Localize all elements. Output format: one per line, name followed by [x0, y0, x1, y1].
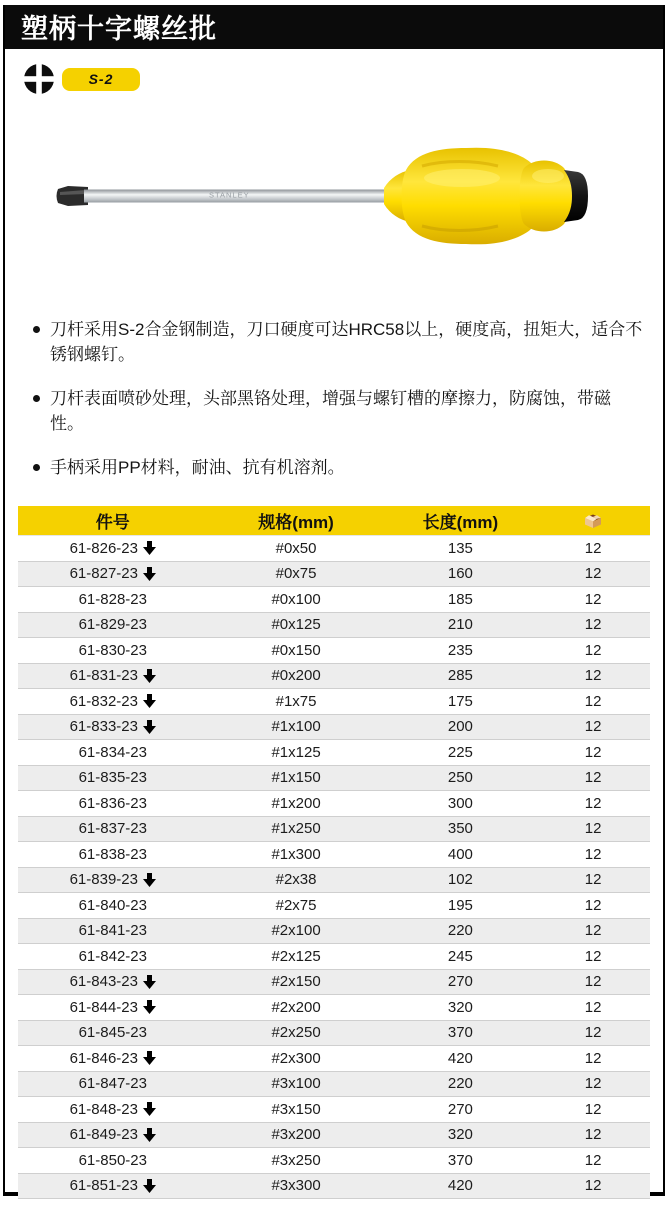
part-number-cell: [18, 995, 208, 1021]
spec-table-head: [18, 506, 650, 536]
table-row: [18, 1071, 650, 1097]
spec-cell: #1x200: [208, 791, 385, 817]
col-header-part-number: 件号: [18, 506, 208, 536]
qty-cell: 12: [536, 765, 650, 791]
phillips-drive-icon: [23, 63, 55, 95]
table-row: [18, 714, 650, 740]
down-arrow-icon: [143, 975, 156, 989]
qty-cell: 12: [536, 561, 650, 587]
table-row: [18, 867, 650, 893]
table-row: [18, 740, 650, 766]
length-cell: 370: [385, 1020, 537, 1046]
length-cell: 250: [385, 765, 537, 791]
spec-cell: #1x125: [208, 740, 385, 766]
spec-cell: #1x100: [208, 714, 385, 740]
length-cell: 210: [385, 612, 537, 638]
table-row: [18, 587, 650, 613]
table-row: [18, 689, 650, 715]
feature-item: 刀杆表面喷砂处理，头部黑铬处理，增强与螺钉槽的摩擦力，防腐蚀，带磁性。: [31, 386, 643, 436]
table-row: [18, 561, 650, 587]
qty-cell: 12: [536, 791, 650, 817]
spec-cell: #3x250: [208, 1148, 385, 1174]
length-cell: 200: [385, 714, 537, 740]
part-number-cell: [18, 842, 208, 868]
part-number-cell: [18, 663, 208, 689]
length-cell: 225: [385, 740, 537, 766]
length-cell: 270: [385, 969, 537, 995]
down-arrow-icon: [143, 720, 156, 734]
length-cell: 420: [385, 1173, 537, 1199]
length-cell: 400: [385, 842, 537, 868]
part-number: 61-848-23: [69, 1100, 138, 1118]
part-number-cell: [18, 689, 208, 715]
qty-cell: 12: [536, 536, 650, 562]
part-number-cell: [18, 969, 208, 995]
spec-cell: #1x150: [208, 765, 385, 791]
table-row: [18, 1020, 650, 1046]
s2-steel-badge: S-2: [62, 68, 140, 91]
spec-cell: #2x38: [208, 867, 385, 893]
length-cell: 245: [385, 944, 537, 970]
qty-cell: 12: [536, 1020, 650, 1046]
col-header-length: 长度(mm): [385, 506, 537, 536]
spec-cell: #0x50: [208, 536, 385, 562]
spec-cell: #2x300: [208, 1046, 385, 1072]
qty-cell: 12: [536, 995, 650, 1021]
spec-cell: #2x250: [208, 1020, 385, 1046]
table-row: [18, 842, 650, 868]
qty-cell: 12: [536, 663, 650, 689]
part-number: 61-849-23: [69, 1126, 138, 1144]
screwdriver-illustration: [54, 126, 614, 266]
qty-cell: 12: [536, 867, 650, 893]
table-row: [18, 765, 650, 791]
spec-cell: #0x100: [208, 587, 385, 613]
spec-cell: #2x100: [208, 918, 385, 944]
part-number: 61-835-23: [78, 769, 147, 787]
qty-cell: 12: [536, 969, 650, 995]
length-cell: 320: [385, 1122, 537, 1148]
part-number: 61-827-23: [69, 565, 138, 583]
part-number: 61-832-23: [69, 692, 138, 710]
down-arrow-icon: [143, 873, 156, 887]
down-arrow-icon: [143, 567, 156, 581]
spec-cell: #0x125: [208, 612, 385, 638]
part-number: 61-851-23: [69, 1177, 138, 1195]
length-cell: 420: [385, 1046, 537, 1072]
part-number-cell: [18, 893, 208, 919]
feature-list: [31, 317, 643, 480]
part-number: 61-837-23: [78, 820, 147, 838]
part-number: 61-831-23: [69, 667, 138, 685]
part-number-cell: [18, 1148, 208, 1174]
spec-cell: #3x150: [208, 1097, 385, 1123]
length-cell: 285: [385, 663, 537, 689]
table-row: [18, 791, 650, 817]
length-cell: 300: [385, 791, 537, 817]
part-number-cell: [18, 1097, 208, 1123]
length-cell: 175: [385, 689, 537, 715]
qty-cell: 12: [536, 1097, 650, 1123]
qty-cell: 12: [536, 944, 650, 970]
table-row: [18, 1173, 650, 1199]
length-cell: 350: [385, 816, 537, 842]
table-row: [18, 893, 650, 919]
down-arrow-icon: [143, 1051, 156, 1065]
part-number-cell: [18, 536, 208, 562]
spec-cell: #1x250: [208, 816, 385, 842]
spec-cell: #0x150: [208, 638, 385, 664]
part-number: 61-845-23: [78, 1024, 147, 1042]
length-cell: 220: [385, 918, 537, 944]
page-title: 塑柄十字螺丝批: [21, 13, 217, 44]
part-number: 61-830-23: [78, 641, 147, 659]
table-row: [18, 995, 650, 1021]
part-number-cell: [18, 714, 208, 740]
part-number: 61-836-23: [78, 794, 147, 812]
qty-cell: 12: [536, 842, 650, 868]
part-number-cell: [18, 918, 208, 944]
part-number: 61-842-23: [78, 947, 147, 965]
table-row: [18, 1046, 650, 1072]
table-row: [18, 536, 650, 562]
col-header-spec: 规格(mm): [208, 506, 385, 536]
part-number-cell: [18, 944, 208, 970]
part-number-cell: [18, 587, 208, 613]
table-row: [18, 816, 650, 842]
qty-cell: 12: [536, 1071, 650, 1097]
qty-cell: 12: [536, 816, 650, 842]
down-arrow-icon: [143, 669, 156, 683]
table-row: [18, 663, 650, 689]
qty-cell: 12: [536, 638, 650, 664]
length-cell: 220: [385, 1071, 537, 1097]
length-cell: 270: [385, 1097, 537, 1123]
part-number: 61-850-23: [78, 1151, 147, 1169]
spec-cell: #0x75: [208, 561, 385, 587]
qty-cell: 12: [536, 1046, 650, 1072]
table-row: [18, 944, 650, 970]
qty-cell: 12: [536, 893, 650, 919]
down-arrow-icon: [143, 1000, 156, 1014]
spec-cell: #3x100: [208, 1071, 385, 1097]
table-row: [18, 1122, 650, 1148]
spec-cell: #0x200: [208, 663, 385, 689]
part-number-cell: [18, 791, 208, 817]
part-number: 61-828-23: [78, 590, 147, 608]
part-number: 61-847-23: [78, 1075, 147, 1093]
length-cell: 160: [385, 561, 537, 587]
spec-cell: #2x150: [208, 969, 385, 995]
table-row: [18, 918, 650, 944]
spec-cell: #2x200: [208, 995, 385, 1021]
length-cell: 185: [385, 587, 537, 613]
part-number-cell: [18, 867, 208, 893]
part-number-cell: [18, 1020, 208, 1046]
part-number: 61-843-23: [69, 973, 138, 991]
carton-icon: [583, 513, 603, 529]
table-row: [18, 1097, 650, 1123]
part-number: 61-829-23: [78, 616, 147, 634]
qty-cell: 12: [536, 1173, 650, 1199]
part-number: 61-833-23: [69, 718, 138, 736]
feature-item: 手柄采用PP材料，耐油、抗有机溶剂。: [31, 455, 643, 480]
part-number: 61-846-23: [69, 1049, 138, 1067]
part-number-cell: [18, 638, 208, 664]
part-number-cell: [18, 1173, 208, 1199]
part-number: 61-844-23: [69, 998, 138, 1016]
part-number: 61-841-23: [78, 922, 147, 940]
part-number-cell: [18, 740, 208, 766]
table-row: [18, 638, 650, 664]
length-cell: 235: [385, 638, 537, 664]
part-number: 61-840-23: [78, 896, 147, 914]
part-number-cell: [18, 1122, 208, 1148]
qty-cell: 12: [536, 918, 650, 944]
part-number: 61-826-23: [69, 539, 138, 557]
table-row: [18, 1148, 650, 1174]
qty-cell: 12: [536, 740, 650, 766]
down-arrow-icon: [143, 1128, 156, 1142]
length-cell: 195: [385, 893, 537, 919]
part-number-cell: [18, 816, 208, 842]
spec-cell: #3x200: [208, 1122, 385, 1148]
spec-table-body: [18, 536, 650, 1199]
feature-item: 刀杆采用S-2合金钢制造，刀口硬度可达HRC58以上，硬度高，扭矩大，适合不锈钢螺钉。: [31, 317, 643, 367]
table-row: [18, 612, 650, 638]
spec-cell: #3x300: [208, 1173, 385, 1199]
title-bar: [5, 5, 663, 49]
down-arrow-icon: [143, 1102, 156, 1116]
spec-table: [18, 506, 650, 1199]
qty-cell: 12: [536, 714, 650, 740]
length-cell: 320: [385, 995, 537, 1021]
part-number-cell: [18, 612, 208, 638]
spec-cell: #1x300: [208, 842, 385, 868]
spec-cell: #1x75: [208, 689, 385, 715]
part-number: 61-839-23: [69, 871, 138, 889]
qty-cell: 12: [536, 612, 650, 638]
length-cell: 102: [385, 867, 537, 893]
qty-cell: 12: [536, 689, 650, 715]
table-row: [18, 969, 650, 995]
product-image: [5, 121, 663, 271]
part-number: 61-834-23: [78, 743, 147, 761]
qty-cell: 12: [536, 587, 650, 613]
length-cell: 135: [385, 536, 537, 562]
qty-cell: 12: [536, 1122, 650, 1148]
part-number-cell: [18, 1071, 208, 1097]
col-header-carton-qty: [536, 506, 650, 536]
part-number: 61-838-23: [78, 845, 147, 863]
down-arrow-icon: [143, 541, 156, 555]
qty-cell: 12: [536, 1148, 650, 1174]
down-arrow-icon: [143, 1179, 156, 1193]
down-arrow-icon: [143, 694, 156, 708]
length-cell: 370: [385, 1148, 537, 1174]
page-frame: [3, 5, 665, 1196]
part-number-cell: [18, 561, 208, 587]
spec-cell: #2x75: [208, 893, 385, 919]
part-number-cell: [18, 1046, 208, 1072]
part-number-cell: [18, 765, 208, 791]
svg-text:STANLEY: STANLEY: [209, 190, 250, 200]
drive-type-row: [23, 63, 663, 95]
spec-cell: #2x125: [208, 944, 385, 970]
